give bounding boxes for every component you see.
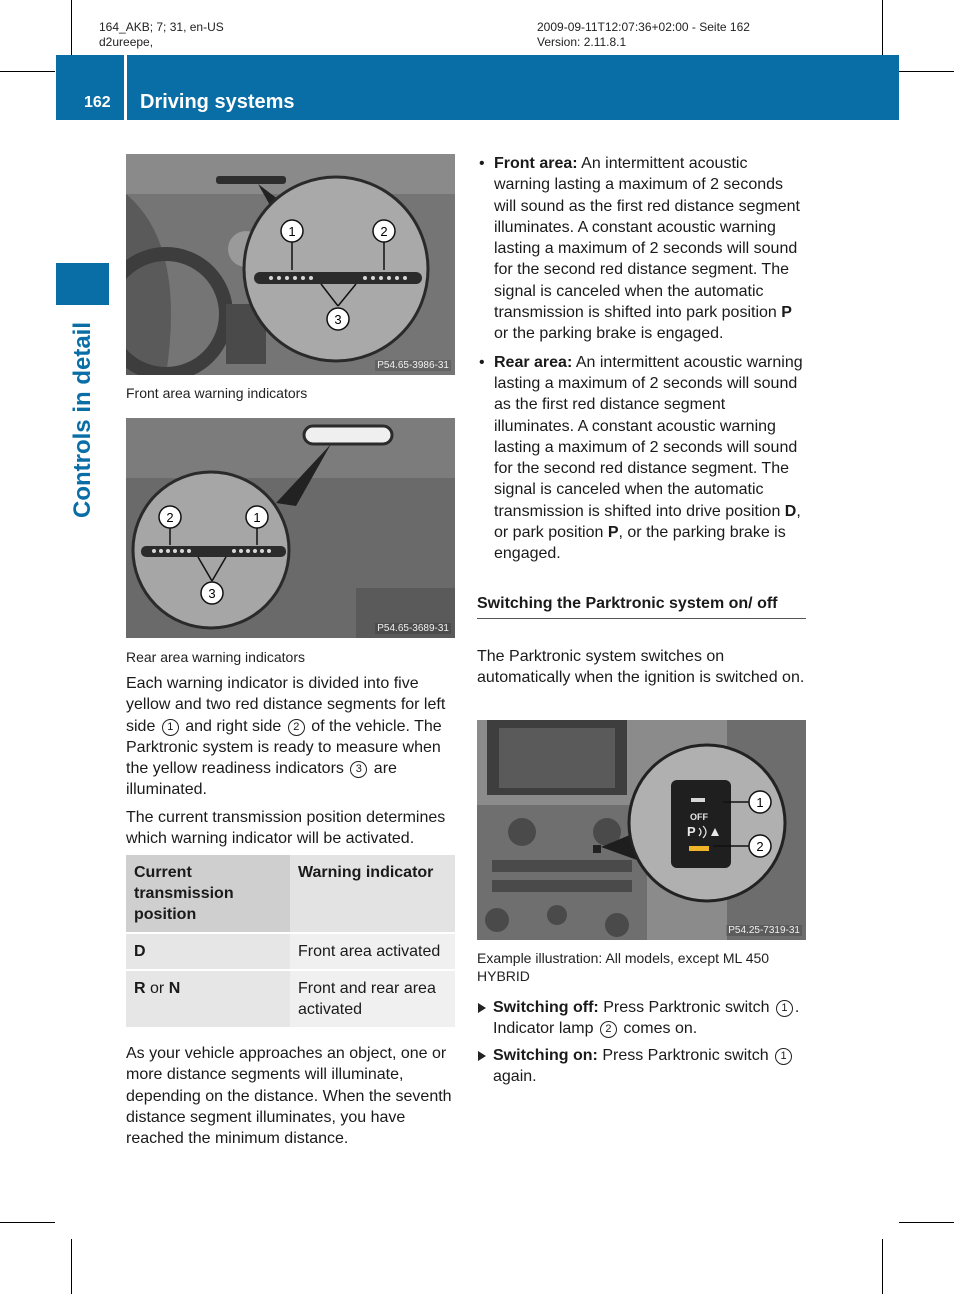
- meta-right-line1: 2009-09-11T12:07:36+02:00 - Seite 162: [537, 20, 750, 34]
- header-divider: [124, 55, 127, 120]
- crop-mark: [0, 1222, 55, 1223]
- meta-left-line2: d2ureepe,: [99, 35, 154, 49]
- meta-right-line2: Version: 2.11.8.1: [537, 35, 627, 49]
- step-arrow-icon: [478, 1051, 486, 1061]
- figure-code: P54.65-3689-31: [377, 623, 449, 634]
- callout-ref-1: 1: [775, 1048, 792, 1065]
- svg-text:1: 1: [253, 510, 261, 525]
- header-bar: [56, 55, 899, 120]
- print-meta-right: [537, 20, 750, 50]
- intro-paragraph: The Parktronic system switches on automatically when the ignition is switched on.: [477, 648, 805, 687]
- page-number: 162: [84, 94, 111, 111]
- table-header-row: [126, 855, 455, 933]
- svg-text:3: 3: [208, 586, 216, 601]
- transmission-note: The current transmission position determines which warning indicator will be activated.: [126, 808, 446, 848]
- svg-text:2: 2: [756, 839, 764, 854]
- front-area-item: • Front area: An intermittent acoustic warning lasting a maximum of 2 seconds will sound as the first red distance segment illuminates. A constant acoustic warning lasting a maximum of 2 seconds will sound for the second red distance segment. The signal is canceled when the automatic transmission is shifted into park position P or the parking brake is engaged.: [479, 155, 800, 343]
- transmission-table: [126, 855, 455, 1029]
- section-title: Driving systems: [140, 91, 295, 113]
- switch-callout-2: [749, 835, 771, 857]
- distance-note: [126, 1043, 456, 1155]
- callout-ref-1: 1: [162, 719, 179, 736]
- front-indicator-illustration: [126, 154, 455, 375]
- switch-off-label: OFF: [690, 812, 708, 822]
- figure-code: P54.25-7319-31: [728, 925, 800, 936]
- parktronic-switch-photo: [477, 720, 806, 940]
- rear-area-item: • Rear area: An intermittent acoustic warning lasting a maximum of 2 seconds will sound as the first red distance segment illuminates. A constant acoustic warning lasting a maximum of 2 seconds will sound for the second red distance segment. The signal is canceled when the automatic transmission is shifted into drive position D, or park position P, or the parking brake is engaged.: [479, 353, 803, 563]
- rear-callout-2: [159, 506, 181, 528]
- svg-text:1: 1: [288, 224, 296, 239]
- callout-ref-3: 3: [350, 761, 367, 778]
- switch-steps: [477, 997, 807, 1092]
- callout-ref-2: 2: [600, 1021, 617, 1038]
- table-header-position: Current transmission position: [126, 855, 290, 933]
- callout-ref-1: 1: [776, 1000, 793, 1017]
- table-cell-position: R or N: [126, 970, 290, 1028]
- parktronic-subheading: Switching the Parktronic system on/ off: [477, 593, 806, 619]
- front-callout-1: [281, 220, 303, 242]
- table-header-indicator: Warning indicator: [290, 855, 455, 933]
- callout-ref-2: 2: [288, 719, 305, 736]
- figure-code: P54.65-3986-31: [377, 360, 449, 371]
- svg-text:P: P: [687, 824, 696, 839]
- step-arrow-icon: [478, 1003, 486, 1013]
- switch-figure-caption: Example illustration: All models, except ML 450 HYBRID: [477, 950, 770, 984]
- indicator-description: Each warning indicator is divided into five yellow and two red distance segments for left side 1 and right side 2 of the vehicle. The Parktronic system is ready to measure when the yellow readiness indicators 3 are illuminated.: [126, 675, 446, 799]
- step-switch-on: Switching on: Press Parktronic switch 1 again.: [477, 1045, 807, 1088]
- meta-left-line1: 164_AKB; 7; 31, en-US: [99, 20, 224, 34]
- table-row: [126, 970, 455, 1028]
- right-column-bullets: [477, 153, 807, 572]
- crop-mark: [899, 71, 954, 72]
- rear-figure-caption: Rear area warning indicators: [126, 649, 305, 665]
- rear-indicator-photo: [126, 418, 455, 638]
- left-column-text: [126, 673, 456, 855]
- svg-text:2: 2: [166, 510, 174, 525]
- crop-mark: [882, 1239, 883, 1294]
- front-indicator-photo: [126, 154, 455, 375]
- side-tab-label: [56, 305, 109, 535]
- front-callout-3: [327, 308, 349, 330]
- distance-paragraph: As your vehicle approaches an object, one or more distance segments will illuminate, depending on the distance. When the seventh distance segment illuminates, you have reached the minimum distance.: [126, 1045, 452, 1148]
- svg-text:3: 3: [334, 312, 342, 327]
- rear-indicator-illustration: [126, 418, 455, 638]
- crop-mark: [71, 0, 72, 55]
- step-switch-off: Switching off: Press Parktronic switch 1 . Indicator lamp 2 comes on.: [477, 997, 807, 1040]
- rear-callout-3: [201, 582, 223, 604]
- side-tab-text: Controls in detail: [68, 321, 96, 519]
- table-cell-indicator: Front and rear area activated: [290, 970, 455, 1028]
- table-row: [126, 933, 455, 970]
- side-tab-marker: [56, 263, 109, 305]
- svg-text:1: 1: [756, 795, 764, 810]
- front-callout-2: [373, 220, 395, 242]
- svg-text:2: 2: [380, 224, 388, 239]
- parktronic-intro: [477, 646, 807, 695]
- parktronic-switch-illustration: [477, 720, 806, 940]
- front-figure-caption: Front area warning indicators: [126, 385, 308, 401]
- crop-mark: [0, 71, 55, 72]
- rear-callout-1: [246, 506, 268, 528]
- crop-mark: [882, 0, 883, 55]
- table-cell-indicator: Front area activated: [290, 933, 455, 970]
- print-meta-left: [99, 20, 224, 50]
- crop-mark: [71, 1239, 72, 1294]
- switch-callout-1: [749, 791, 771, 813]
- crop-mark: [899, 1222, 954, 1223]
- table-cell-position: D: [126, 933, 290, 970]
